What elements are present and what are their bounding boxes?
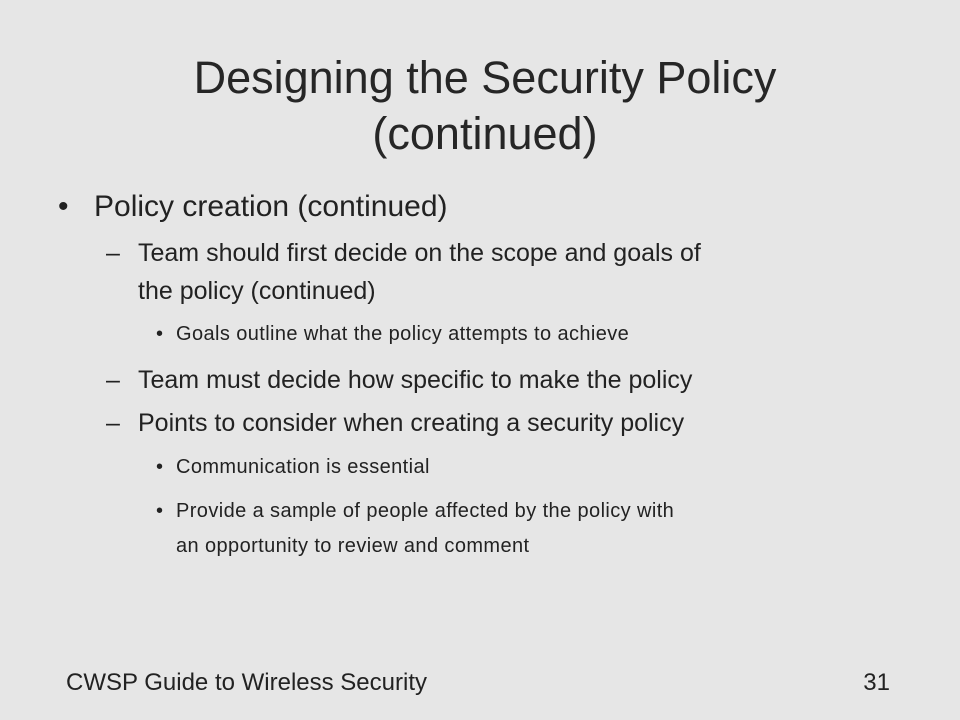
bullet-text: Policy creation (continued)	[94, 190, 448, 223]
subbullet-text-line-2: the policy (continued)	[138, 277, 376, 305]
dash-marker: –	[106, 366, 120, 394]
page-number: 31	[863, 669, 890, 696]
subbullet-text-line-1: Team should first decide on the scope and goals of	[138, 239, 701, 267]
footer-text: CWSP Guide to Wireless Security	[66, 669, 427, 696]
bullet-marker: •	[156, 456, 164, 478]
slide-title	[100, 50, 870, 162]
dash-marker: –	[106, 239, 120, 267]
subbullet-text: Team must decide how specific to make the policy	[138, 366, 693, 394]
bullet-marker: •	[156, 500, 164, 522]
subsubbullet-text: Communication is essential	[176, 456, 430, 478]
title-line-2: (continued)	[372, 108, 598, 159]
subbullet-text: Points to consider when creating a security policy	[138, 409, 685, 437]
subsubbullet-text: Goals outline what the policy attempts to achieve	[176, 323, 630, 345]
title-line-1: Designing the Security Policy	[193, 52, 777, 103]
bullet-marker: •	[156, 323, 164, 345]
subsubbullet-text-line-1: Provide a sample of people affected by the policy with	[176, 500, 675, 522]
subsubbullet-text-line-2: an opportunity to review and comment	[176, 535, 530, 557]
dash-marker: –	[106, 409, 120, 437]
bullet-marker: •	[58, 190, 69, 223]
